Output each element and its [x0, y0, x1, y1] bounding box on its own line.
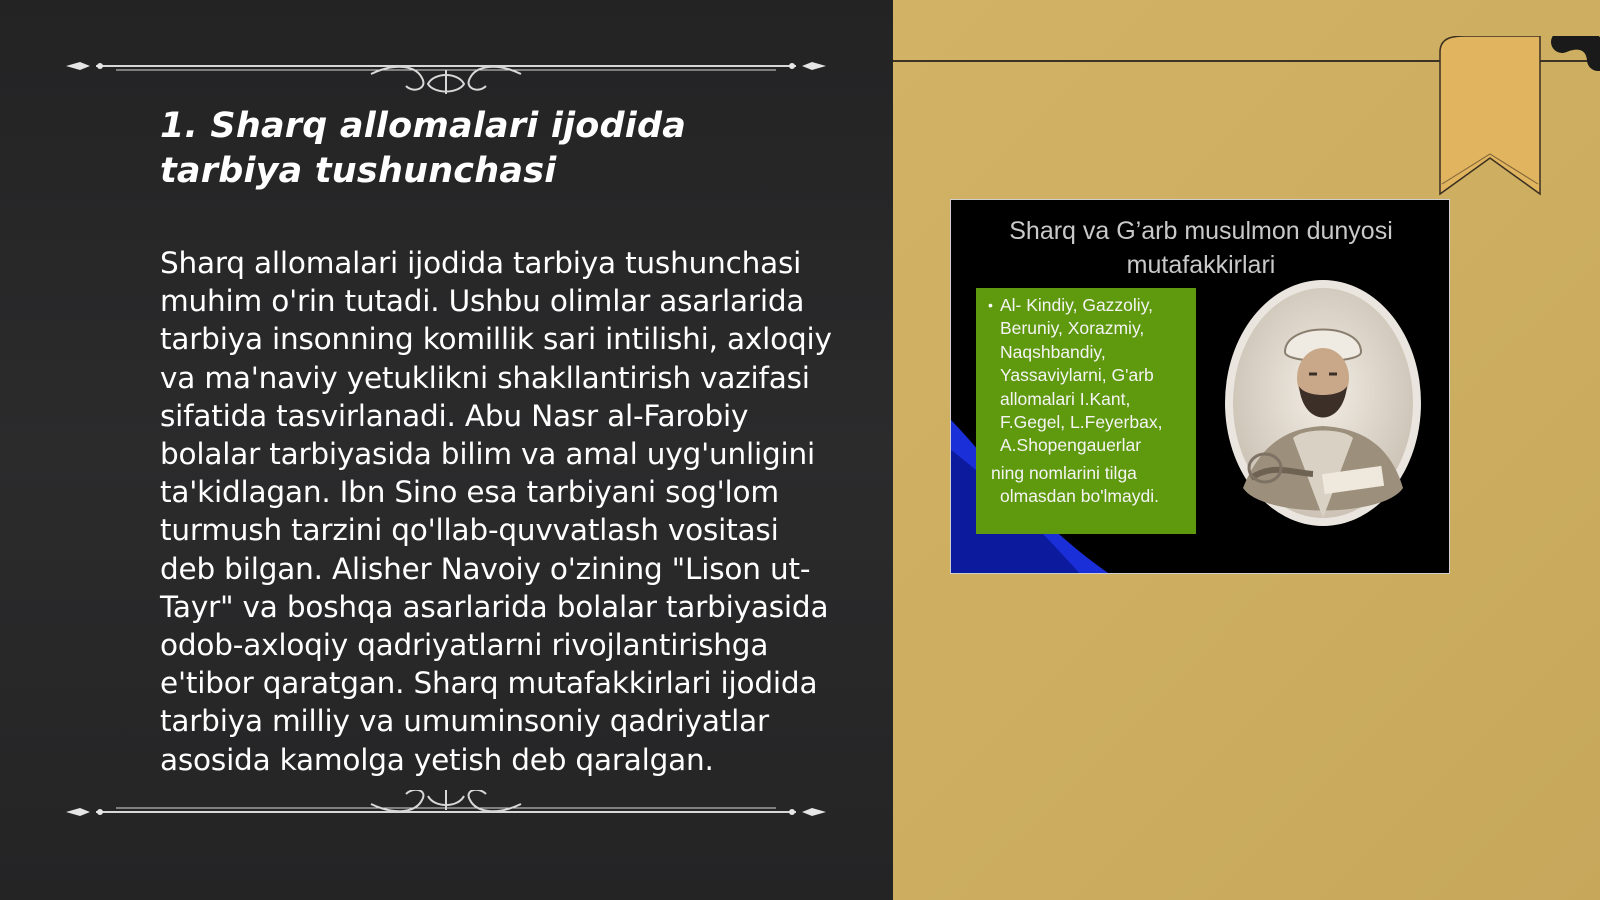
bookmark-ribbon-icon	[1432, 36, 1600, 196]
continuation-text: ning nomlarini tilga olmasdan bo'lmaydi.	[991, 462, 1159, 507]
slide-title: 1. Sharq allomalari ijodida tarbiya tushunchasi	[160, 106, 687, 191]
image-title: Sharq va G’arb musulmon dunyosi mutafakkirlari	[1009, 217, 1393, 279]
scroll-divider-icon	[66, 44, 826, 94]
scroll-divider-icon	[66, 790, 826, 840]
list-item	[988, 294, 1188, 458]
slide-image	[950, 199, 1450, 574]
body-paragraph: Sharq allomalari ijodida tarbiya tushunchasi muhim o'rin tutadi. Ushbu olimlar asarlarida tarbiya insonning komillik sari intilishi, axloqiy va ma'naviy yetuklikni shakllantirish vazifasi sifatida tasvirlanadi. Abu Nasr al-Farobiy bolalar tarbiyasida bilim va amal uyg'unligini ta'kidlagan. Ibn Sino esa tarbiyani sog'lom turmush tarzini qo'llab-quvvatlash vositasi deb bilgan. Alisher Navoiy o'zining "Lison ut-Tayr" va boshqa asarlarida bolalar tarbiyasida odob-axloqiy qadriyatlarni rivojlantirishga e'tibor qaratgan. Sharq mutafakkirlari ijodida tarbiya milliy va umuminsoniy qadriyatlar asosida kamolga yetish deb qaralgan.	[160, 246, 832, 777]
bullet-text: Al- Kindiy, Gazzoliy, Beruniy, Xorazmiy, Naqshbandiy, Yassaviylarni, G'arb allomalari I.Kant, F.Gegel, L.Feyerbax, A.Shopengauerlar	[1000, 295, 1163, 456]
names-box	[976, 288, 1196, 534]
scholar-portrait	[1223, 278, 1423, 528]
bullet-icon: •	[988, 297, 993, 313]
